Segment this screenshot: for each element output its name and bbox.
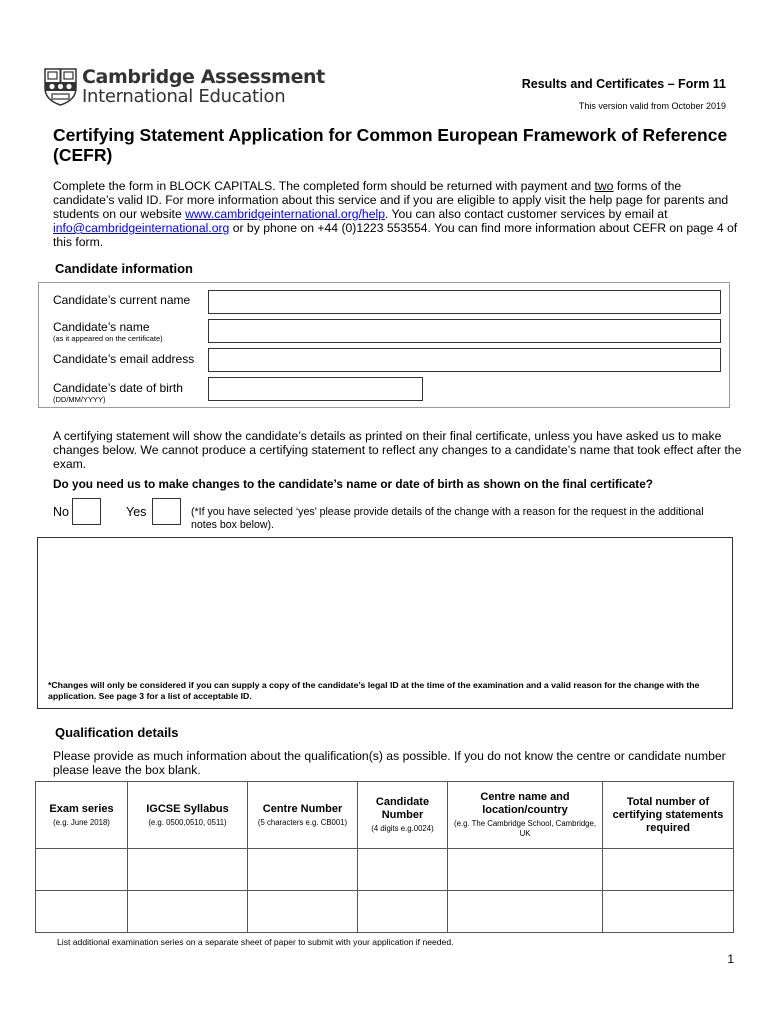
version-note: This version valid from October 2019 [578,101,726,111]
table-row [36,891,734,933]
table-cell[interactable] [603,849,734,891]
col-centre-name [448,782,603,849]
col-title: IGCSE Syllabus [146,802,229,815]
notes-footer: *Changes will only be considered if you can supply a copy of the candidate’s legal ID at the time of the examination and a valid reason for the change with the application. See page 3 for a list of acceptable ID. [48,680,700,701]
name-sublabel: (as it appeared on the certificate) [53,334,163,343]
qualification-heading: Qualification details [55,725,179,740]
current-name-label: Candidate’s current name [53,293,191,307]
table-cell[interactable] [448,849,603,891]
candidate-info-box [38,282,730,408]
table-cell[interactable] [358,891,448,933]
dob-label: Candidate’s date of birth [53,381,183,395]
table-cell[interactable] [248,849,358,891]
no-checkbox[interactable] [72,498,101,525]
table-cell[interactable] [358,849,448,891]
org-name-line2: International Education [82,86,286,107]
col-title: Total number of certifying statements required [612,795,724,834]
col-exam-series [36,782,128,849]
form-identifier: Results and Certificates – Form 11 [521,77,726,91]
certificate-name-field[interactable] [208,319,721,343]
col-sub: (5 characters e.g. CB001) [257,817,348,827]
university-shield-icon [44,68,77,106]
additional-notes-box[interactable] [37,537,733,709]
intro-text-3: . You can also contact customer services by email at [384,207,668,221]
yes-label: Yes [126,505,147,519]
intro-text-two: two [594,179,614,193]
yes-note: (*If you have selected ‘yes’ please provide details of the change with a reason for the request in the additional notes box below). [191,506,704,531]
website-link[interactable]: www.cambridgeinternational.org/help [185,207,385,221]
col-sub: (4 digits e.g.0024) [371,824,434,833]
intro-paragraph [53,179,743,249]
col-centre-number [248,782,358,849]
col-syllabus [128,782,248,849]
table-row [36,849,734,891]
col-total-statements [603,782,734,849]
page-title: Certifying Statement Application for Common European Framework of Reference (CEFR) [53,125,728,165]
yes-checkbox[interactable] [152,498,181,525]
table-cell[interactable] [128,849,248,891]
table-cell[interactable] [128,891,248,933]
qualification-table [35,781,734,933]
certifying-statement-paragraph: A certifying statement will show the candidate’s details as printed on their final certificate, unless you have asked us to make changes below. We cannot produce a certifying statement to reflect any changes to a candidate’s name that took effect after the exam. [53,429,742,471]
table-cell[interactable] [448,891,603,933]
col-sub: (e.g. 0500,0510, 0511) [148,817,227,827]
email-label: Candidate’s email address [53,352,195,366]
table-cell[interactable] [36,891,128,933]
page-number: 1 [727,952,734,966]
table-header-row [36,782,734,849]
col-title: Centre Number [262,802,343,815]
changes-question: Do you need us to make changes to the candidate’s name or date of birth as shown on the final certificate? [53,477,654,491]
col-sub: (e.g. The Cambridge School, Cambridge, UK [453,819,596,838]
table-footnote: List additional examination series on a separate sheet of paper to submit with your application if needed. [57,937,454,947]
col-sub: (e.g. June 2018) [53,817,110,827]
email-link[interactable]: info@cambridgeinternational.org [53,221,230,235]
col-title: Exam series [49,802,114,815]
table-cell[interactable] [603,891,734,933]
dob-field[interactable] [208,377,423,401]
table-cell[interactable] [248,891,358,933]
intro-text-2: forms of the candidate’s valid ID. For more information about this service and if you are eligible to apply visit the help page for parents and students on our website [53,179,729,221]
name-label: Candidate’s name [53,320,150,334]
intro-text-4: or by phone on +44 (0)1223 553554. You can find more information about CEFR on page 4 of this form. [53,221,738,249]
qualification-paragraph: Please provide as much information about the qualification(s) as possible. If you do not know the centre or candidate number please leave the box blank. [53,749,726,777]
col-title: Candidate Number [375,796,430,821]
candidate-info-heading: Candidate information [55,261,193,276]
table-cell[interactable] [36,849,128,891]
org-name-line1: Cambridge Assessment [82,66,325,88]
cambridge-logo [44,68,325,106]
col-candidate-number [358,782,448,849]
intro-text-1: Complete the form in BLOCK CAPITALS. The completed form should be returned with payment and [53,179,595,193]
col-title: Centre name and location/country [480,791,570,816]
no-label: No [53,505,69,519]
dob-sublabel: (DD/MM/YYYY) [53,395,106,404]
current-name-field[interactable] [208,290,721,314]
email-field[interactable] [208,348,721,372]
